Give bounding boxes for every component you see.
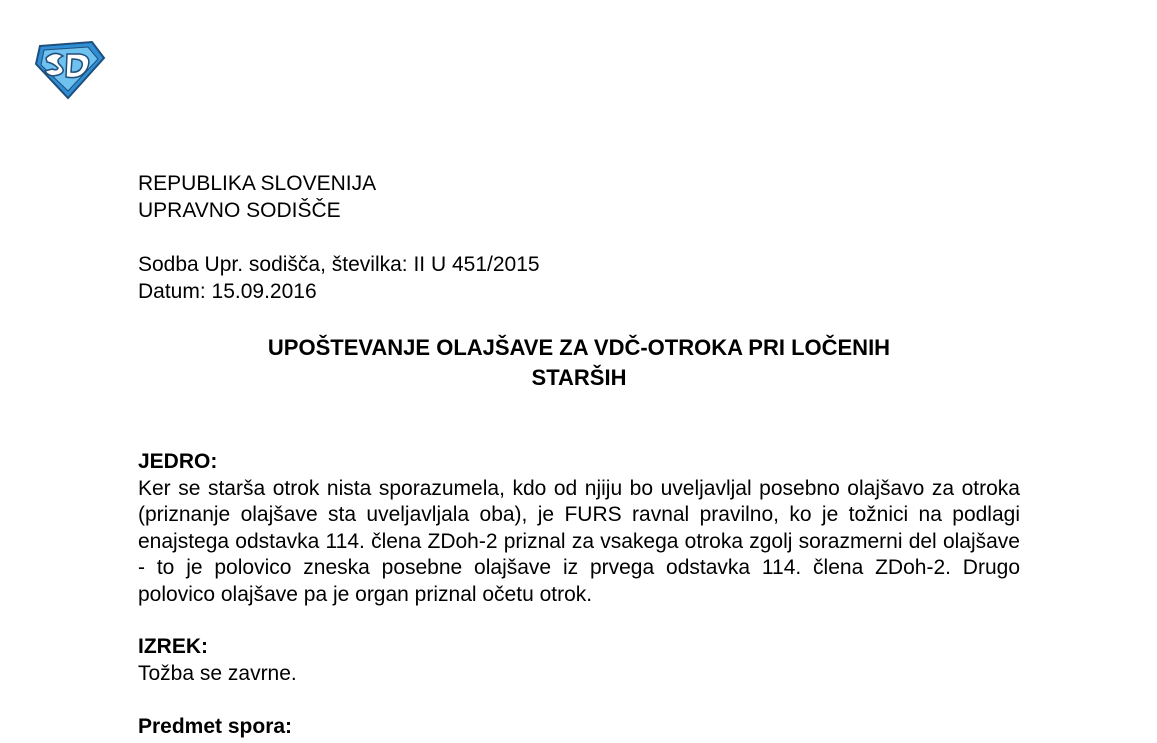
- jedro-text: Ker se starša otrok nista sporazumela, kdo od njiju bo uveljavljal posebno olajšavo za otroka (priznanje olajšave sta uveljavljala oba), je FURS ravnal pravilno, ko je tožnici na podlagi enajstega odstavka 114. člena ZDoh-2 priznal za vsakega otroka zgolj sorazmerni del olajšave - to je polovico zneska posebne olajšave iz prvega odstavka 114. člena ZDoh-2. Drugo polovico olajšave pa je organ priznal očetu otrok.: [138, 476, 1020, 606]
- sd-logo: [30, 38, 106, 100]
- jedro-section: [138, 449, 1020, 608]
- predmet-section: [138, 714, 1020, 741]
- izrek-heading: IZREK:: [138, 635, 208, 658]
- title-line-2: STARŠIH: [531, 365, 627, 390]
- country-name: REPUBLIKA SLOVENIJA: [138, 172, 377, 195]
- izrek-section: [138, 634, 1020, 687]
- sd-diamond-logo-icon: [30, 38, 106, 100]
- case-date: Datum: 15.09.2016: [138, 280, 317, 303]
- document-title: [138, 333, 1020, 393]
- predmet-heading: Predmet spora:: [138, 715, 293, 738]
- document-header: [138, 170, 1020, 305]
- court-name: UPRAVNO SODIŠČE: [138, 199, 341, 222]
- spacer: [138, 224, 1020, 251]
- izrek-text: Tožba se zavrne.: [138, 661, 297, 685]
- jedro-heading: JEDRO:: [138, 450, 218, 473]
- case-number: Sodba Upr. sodišča, številka: II U 451/2015: [138, 253, 540, 276]
- title-line-1: UPOŠTEVANJE OLAJŠAVE ZA VDČ-OTROKA PRI LOČENIH: [267, 335, 891, 360]
